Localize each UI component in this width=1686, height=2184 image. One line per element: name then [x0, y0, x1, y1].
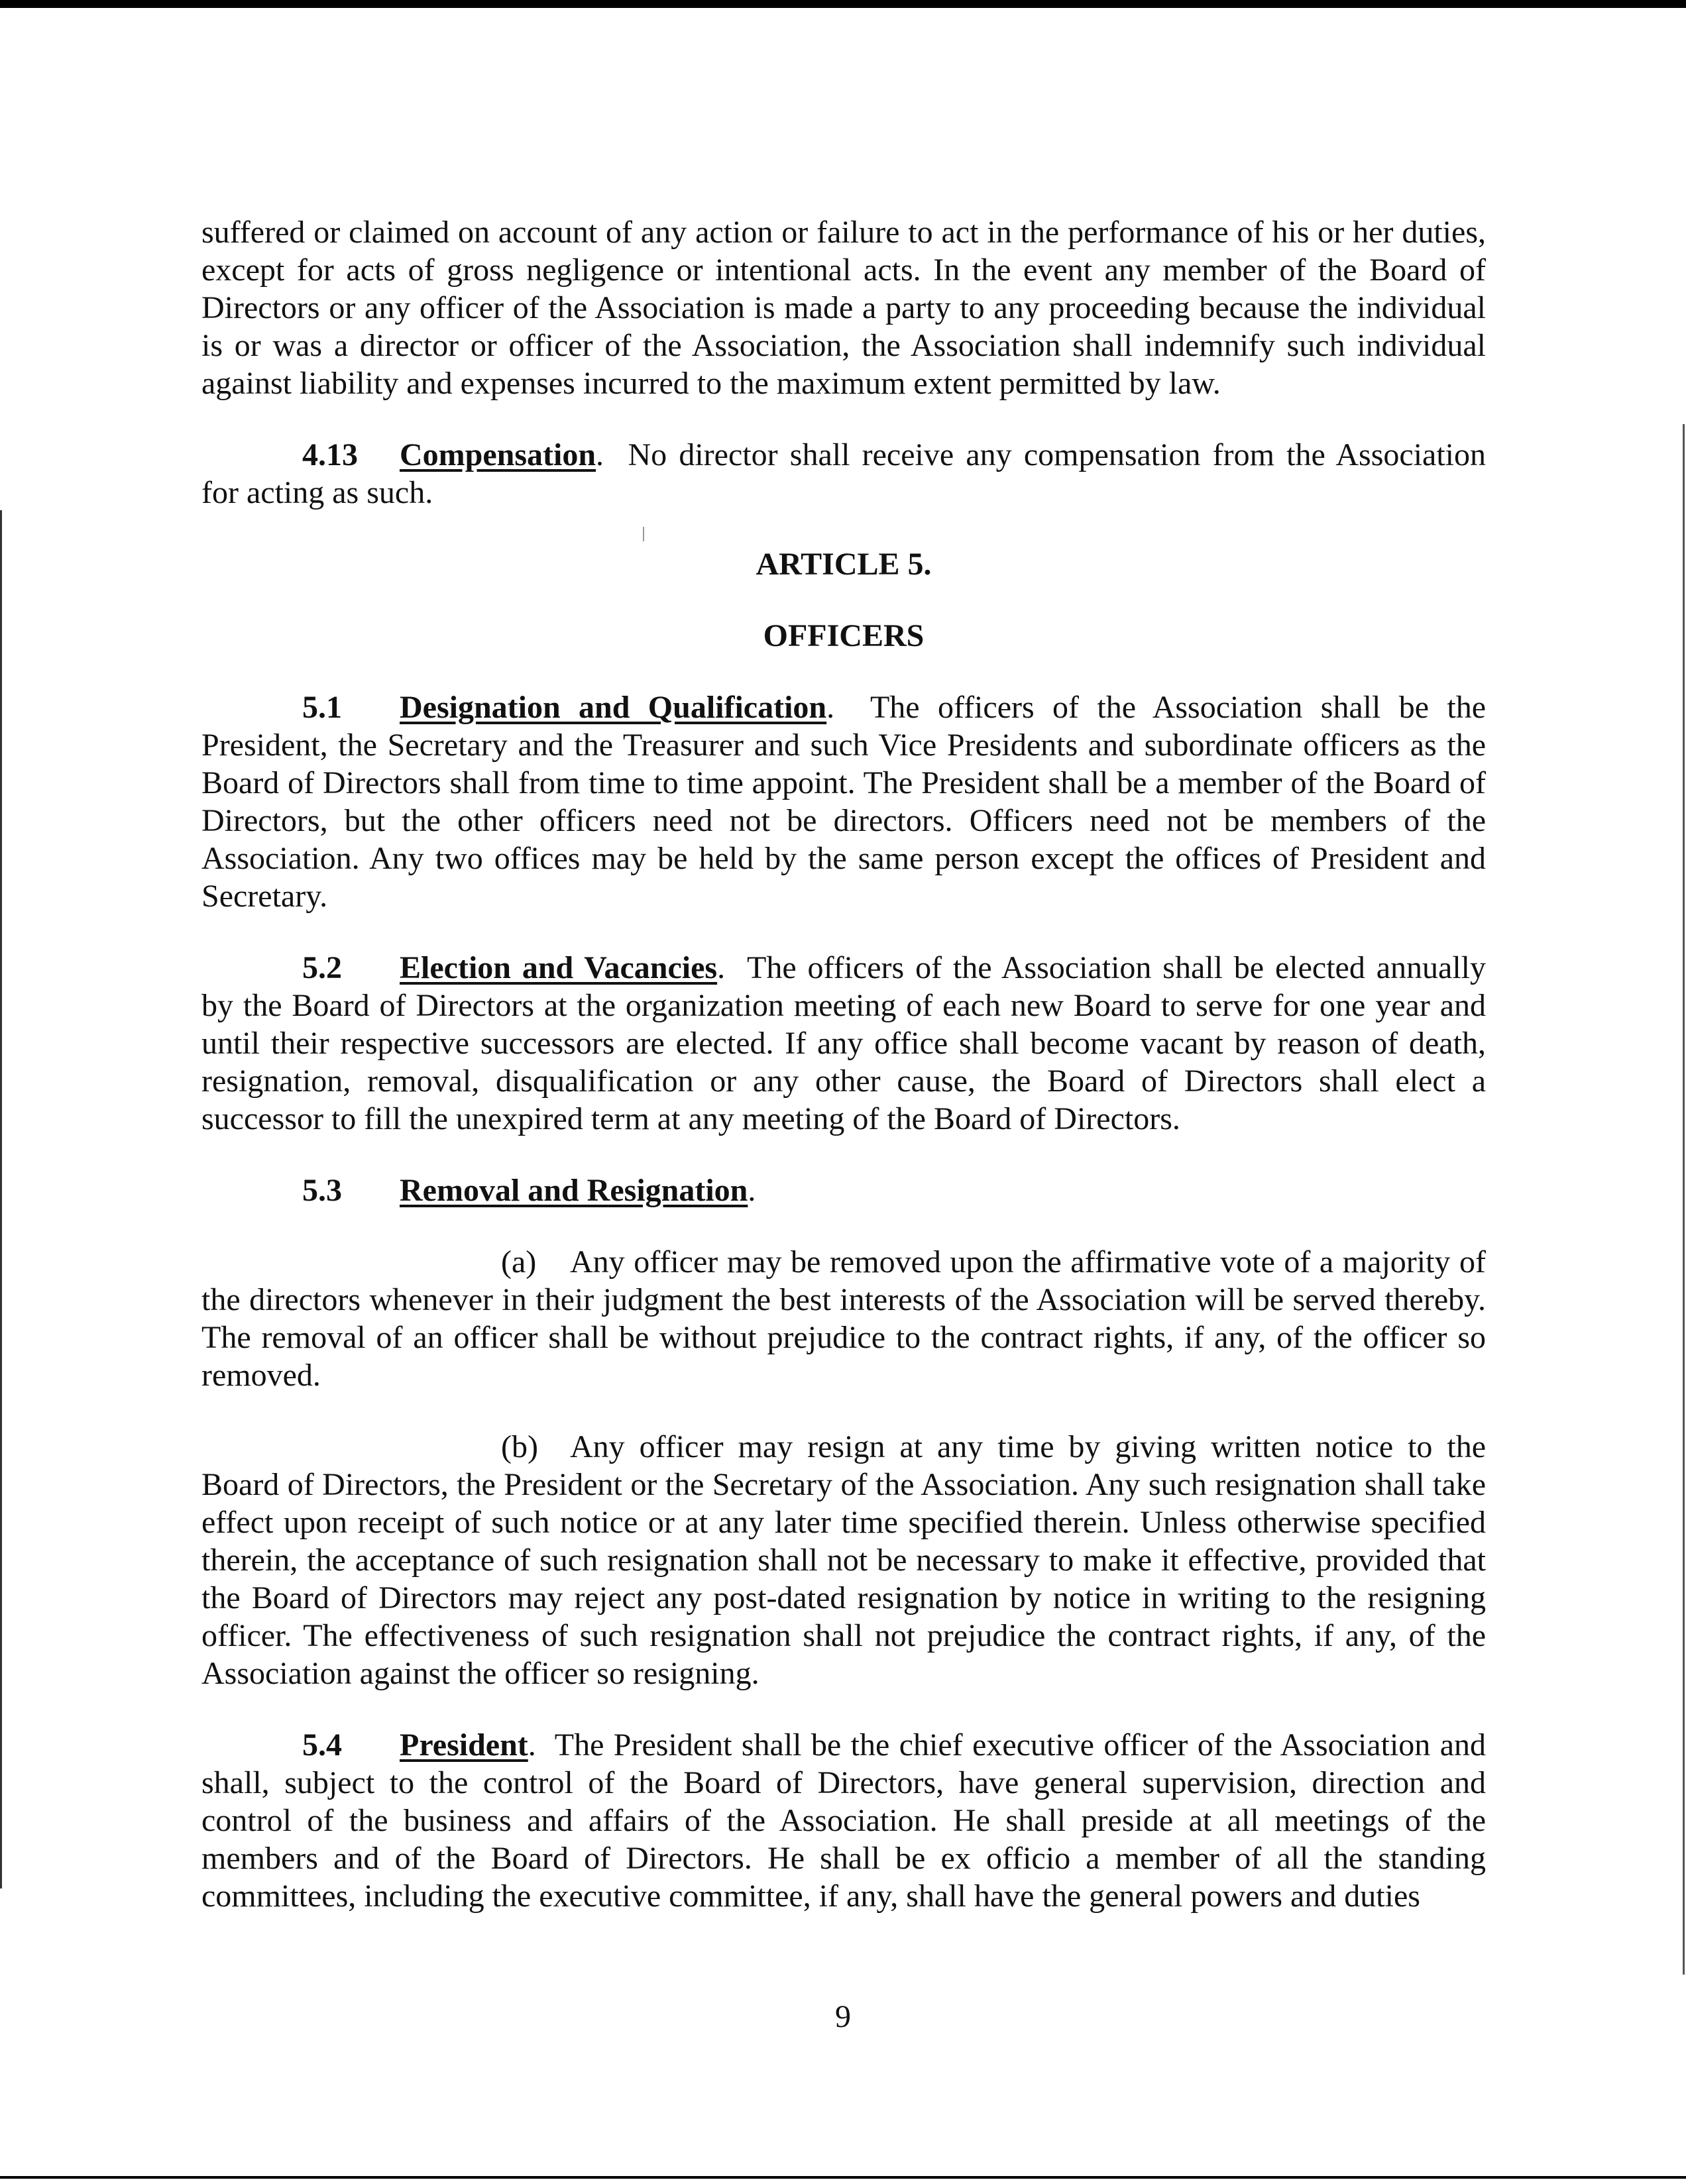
section-number: 5.3: [302, 1173, 342, 1208]
section-title: Removal and Resignation: [400, 1173, 748, 1208]
section-5-1: 5.1 Designation and Qualification. The officers of the Association shall be the President, the Secretary and the Treasurer and such Vice Presidents and subordinate officers as the Board of Directors shall from time to time appoint. The President shall be a member of the Board of Directors, but the other officers need not be directors. Officers need not be members of the Association. Any two offices may be held by the same person except the offices of President and Secretary.: [201, 690, 1486, 914]
section-number: 5.1: [302, 690, 342, 725]
section-number: 5.4: [302, 1727, 342, 1763]
section-title: Election and Vacancies: [400, 950, 718, 985]
scan-edge-right: [1683, 424, 1685, 1975]
spacer: [201, 583, 1486, 617]
section-number: 5.2: [302, 950, 342, 985]
spacer: [201, 1138, 1486, 1172]
spacer: [201, 1394, 1486, 1428]
section-text: No director shall receive any compensation from the Association for acting as such.: [201, 437, 1487, 510]
section-title: President: [400, 1727, 528, 1763]
scan-edge-bottom: [0, 2176, 1686, 2179]
spacer: [201, 1692, 1486, 1726]
subsection-text: Any officer may resign at any time by giving written notice to the Board of Directors, the President or the Secretary of the Association. Any such resignation shall take effect upon receipt of such notice or at any later time specified therein. Unless otherwise specified therein, the acceptance of such resignation shall not be necessary to make it effective, provided that the Board of Directors may reject any post-dated resignation by notice in writing to the resigning officer. The effectiveness of such resignation shall not prejudice the contract rights, if any, of the Association against the officer so resigning.: [201, 1429, 1486, 1691]
spacer: [201, 512, 1486, 545]
section-5-2: 5.2 Election and Vacancies. The officers of the Association shall be elected annually by the Board of Directors at the organization meeting of each new Board to serve for one year and until their respective successors are elected. If any office shall become vacant by reason of death, resignation, removal, disqualification or any other cause, the Board of Directors shall elect a successor to fill the unexpired term at any meeting of the Board of Directors.: [201, 950, 1487, 1136]
section-title: Compensation: [400, 437, 596, 472]
section-text: The officers of the Association shall be elected annually by the Board of Directors at the organization meeting of each new Board to serve for one year and until their respective successors are elected. If any office shall become vacant by reason of death, resignation, removal, disqualification or any other cause, the Board of Directors shall elect a successor to fill the unexpired term at any meeting of the Board of Directors.: [201, 950, 1487, 1136]
scan-edge-left: [0, 510, 2, 1888]
subsection-label: (b): [501, 1429, 538, 1464]
section-5-3-b: [201, 1428, 1486, 1692]
subsection-text: Any officer may be removed upon the affirmative vote of a majority of the directors whenever in their judgment the best interests of the Association will be served thereby. The removal of an officer shall be without prejudice to the contract rights, if any, of the officer so removed.: [201, 1244, 1486, 1393]
spacer: [201, 655, 1486, 688]
section-5-3-a: [201, 1243, 1486, 1394]
section-title: Designation and Qualification: [400, 690, 827, 725]
section-number: 4.13: [302, 437, 358, 472]
spacer: [201, 1209, 1486, 1243]
section-text: The officers of the Association shall be the President, the Secretary and the Treasurer and such Vice Presidents and subordinate officers as the Board of Directors shall from time to time appoint. The President shall be a member of the Board of Directors, but the other officers need not be directors. Officers need not be members of the Association. Any two offices may be held by the same person except the offices of President and Secretary.: [201, 690, 1486, 914]
document-body: [201, 213, 1486, 1915]
article-title: OFFICERS: [763, 618, 925, 653]
spacer: [201, 915, 1486, 949]
section-5-3: 5.3 Removal and Resignation.: [302, 1173, 756, 1208]
section-text: The President shall be the chief executive officer of the Association and shall, subject to the control of the Board of Directors, have general supervision, direction and control of the business and affairs of the Association. He shall preside at all meetings of the members and of the Board of Directors. He shall be ex officio a member of all the standing committees, including the executive committee, if any, shall have the general powers and duties: [201, 1727, 1487, 1914]
page-number: 9: [835, 1999, 851, 2034]
section-4-13: 4.13 Compensation. No director shall receive any compensation from the Association for acting as such.: [201, 437, 1487, 510]
scan-edge-top: [0, 0, 1686, 8]
continuation-paragraph: suffered or claimed on account of any action or failure to act in the performance of his or her duties, except for acts of gross negligence or intentional acts. In the event any member of the Board of Directors or any officer of the Association is made a party to any proceeding because the individual is or was a director or officer of the Association, the Association shall indemnify such individual against liability and expenses incurred to the maximum extent permitted by law.: [201, 215, 1486, 401]
section-5-4: 5.4 President. The President shall be the chief executive officer of the Association and shall, subject to the control of the Board of Directors, have general supervision, direction and control of the business and affairs of the Association. He shall preside at all meetings of the members and of the Board of Directors. He shall be ex officio a member of all the standing committees, including the executive committee, if any, shall have the general powers and duties: [201, 1727, 1487, 1914]
article-heading: ARTICLE 5.: [756, 547, 932, 582]
spacer: [201, 402, 1486, 436]
subsection-label: (a): [501, 1244, 537, 1280]
